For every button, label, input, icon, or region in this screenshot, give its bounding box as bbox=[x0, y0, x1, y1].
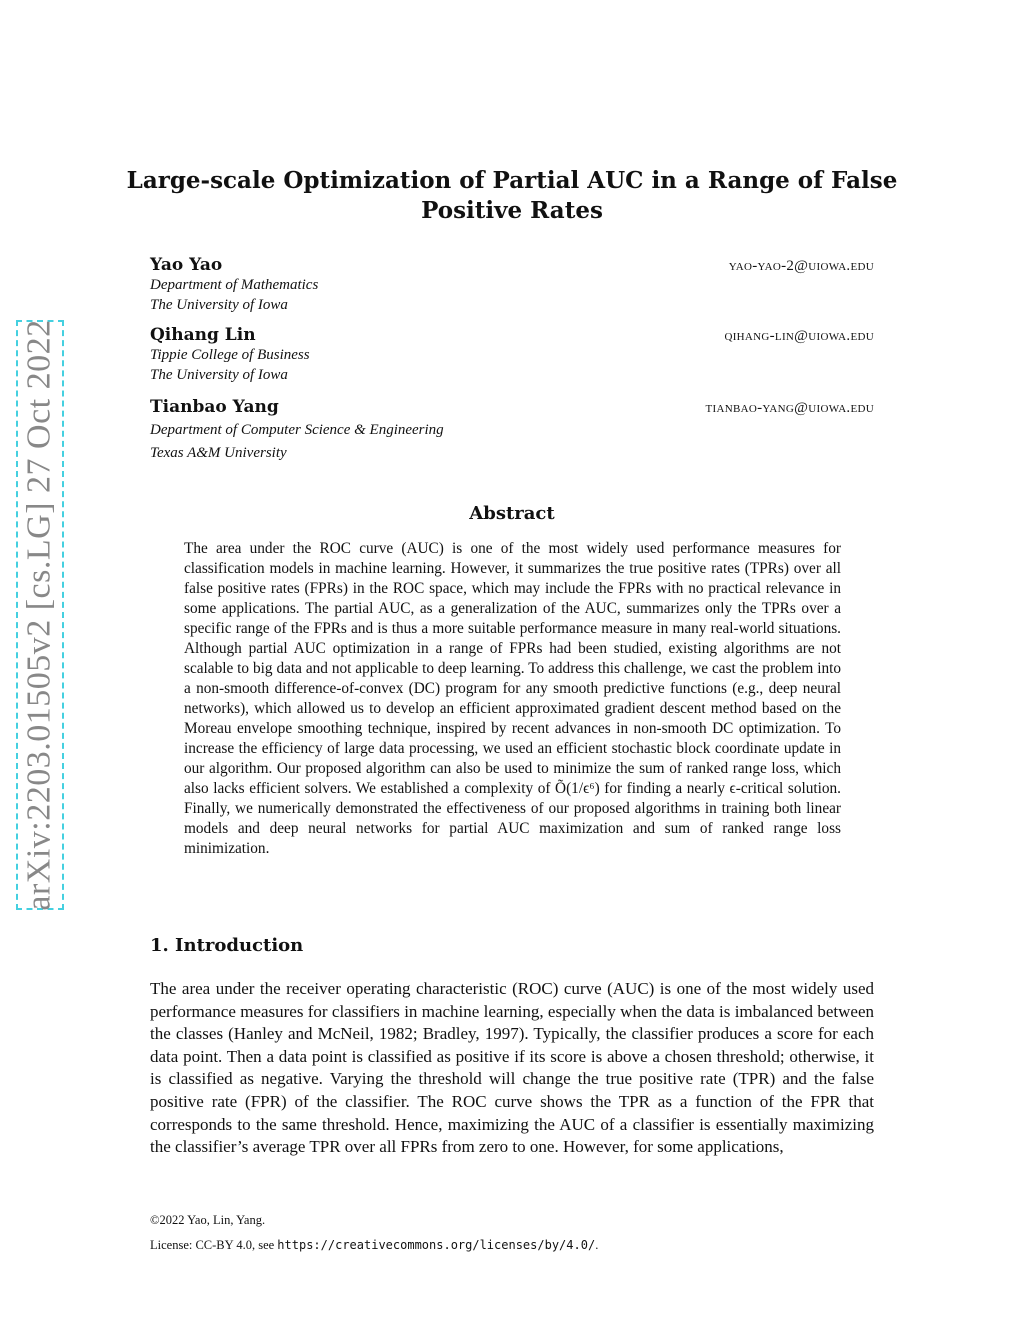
author-institution: The University of Iowa bbox=[150, 367, 288, 383]
author-block-2 bbox=[150, 325, 874, 385]
author-name: Tianbao Yang bbox=[150, 397, 279, 417]
author-institution: Texas A&M University bbox=[150, 445, 287, 461]
copyright-notice: ©2022 Yao, Lin, Yang. bbox=[150, 1213, 266, 1227]
license-notice bbox=[150, 1238, 598, 1253]
section-heading: 1. Introduction bbox=[150, 935, 304, 956]
author-block-3 bbox=[150, 397, 874, 463]
author-institution: The University of Iowa bbox=[150, 297, 288, 313]
arxiv-identifier-text: arXiv:2203.01505v2 [cs.LG] 27 Oct 2022 bbox=[21, 319, 58, 911]
author-email[interactable]: tianbao-yang@uiowa.edu bbox=[705, 400, 874, 416]
license-prefix: License: CC-BY 4.0, see bbox=[150, 1238, 278, 1252]
author-block-1 bbox=[150, 255, 874, 315]
author-email[interactable]: yao-yao-2@uiowa.edu bbox=[728, 258, 874, 274]
license-suffix: . bbox=[595, 1238, 599, 1252]
author-name: Yao Yao bbox=[150, 255, 223, 275]
introduction-text: The area under the receiver operating characteristic (ROC) curve (AUC) is one of the most widely used performance measures for classifiers in machine learning, especially when the data is imbalanced between the classes (Hanley and McNeil, 1982; Bradley, 1997). Typically, the classifier produces a score for each data point. Then a data point is classified as positive if its score is above a chosen threshold; otherwise, it is classified as negative. Varying the threshold will change the true positive rate (TPR) and the false positive rate (FPR) of the classifier. The ROC curve shows the TPR as a function of the FPR that corresponds to the same threshold. Hence, maximizing the AUC of a classifier is essentially maximizing the classifier’s average TPR over all FPRs from zero to one. However, for some applications, bbox=[150, 979, 874, 1157]
license-link[interactable]: https://creativecommons.org/licenses/by/4.0/ bbox=[277, 1238, 596, 1252]
author-email[interactable]: qihang-lin@uiowa.edu bbox=[724, 328, 874, 344]
arxiv-identifier-stamp bbox=[16, 320, 64, 910]
author-name: Qihang Lin bbox=[150, 325, 256, 345]
author-affiliation: Department of Mathematics bbox=[150, 277, 319, 293]
abstract-text: The area under the ROC curve (AUC) is one of the most widely used performance measures for classification models in machine learning. However, it summarizes the true positive rates (TPRs) over all false positive rates (FPRs) in the ROC space, which may include the FPRs with no practical relevance in some applications. The partial AUC, as a generalization of the AUC, summarizes only the TPRs over a specific range of the FPRs and is thus a more suitable performance measure in many real-world situations. Although partial AUC optimization in a range of FPRs had been studied, existing algorithms are not scalable to big data and not applicable to deep learning. To address this challenge, we cast the problem into a non-smooth difference-of-convex (DC) program for any smooth predictive functions (e.g., deep neural networks), which allowed us to develop an efficient approximated gradient descent method based on the Moreau envelope smoothing technique, inspired by recent advances in non-smooth DC optimization. To increase the efficiency of large data processing, we used an efficient stochastic block coordinate update in our algorithm. Our proposed algorithm can also be used to minimize the sum of ranked range loss, which also lacks efficient solvers. We established a complexity of Õ(1/ϵ⁶) for finding a nearly ϵ-critical solution. Finally, we numerically demonstrated the effectiveness of our proposed algorithms in training both linear models and deep neural networks for partial AUC maximization and sum of ranked range loss minimization. bbox=[184, 540, 841, 857]
author-affiliation: Tippie College of Business bbox=[150, 347, 310, 363]
abstract-heading: Abstract bbox=[469, 503, 555, 524]
author-affiliation: Department of Computer Science & Engineering bbox=[150, 422, 444, 438]
paper-title: Large-scale Optimization of Partial AUC in a Range of False Positive Rates bbox=[126, 167, 898, 224]
